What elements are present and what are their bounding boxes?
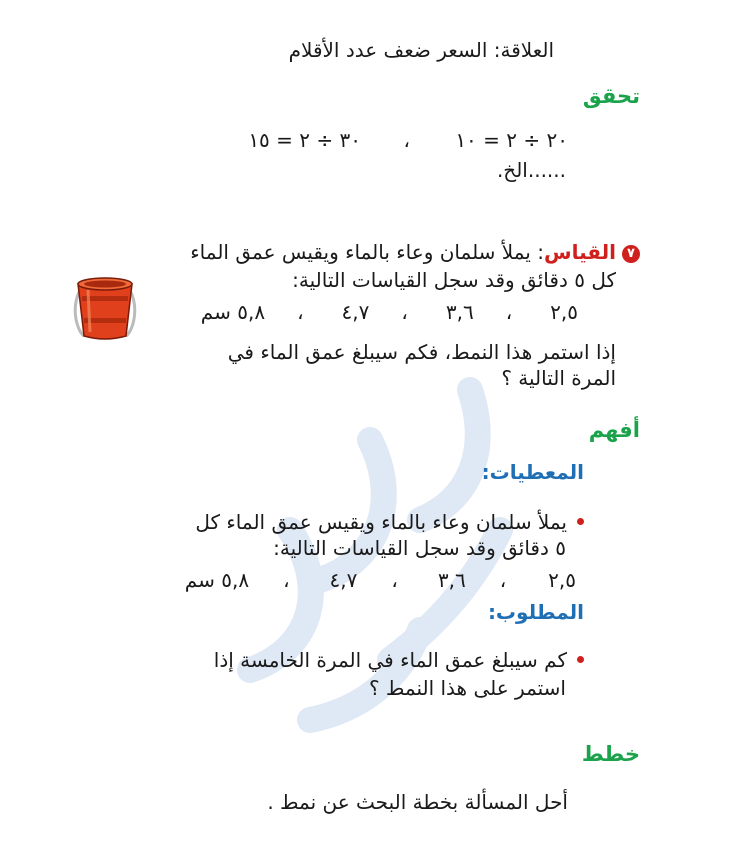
givens-value-2: ٣,٦	[437, 568, 466, 592]
required-line-1	[214, 646, 584, 674]
givens-line-1-text: يملأ سلمان وعاء بالماء ويقيس عمق الماء كل	[195, 510, 567, 534]
givens-value-1: ٢,٥	[548, 568, 576, 592]
problem-comma-2: ،	[401, 300, 408, 324]
problem-value-2: ٣,٦	[445, 300, 474, 324]
required-bullet	[577, 656, 584, 663]
problem-label: القياس	[543, 240, 616, 264]
check-equation-1: ٢٠ ÷ ٢ = ١٠	[455, 128, 568, 152]
problem-line-1	[190, 238, 640, 266]
problem-question-1: إذا استمر هذا النمط، فكم سيبلغ عمق الماء في	[227, 340, 616, 364]
check-separator: ،	[403, 128, 410, 152]
givens-comma-2: ،	[391, 568, 398, 592]
red-bucket-icon	[70, 270, 140, 342]
plan-heading: خطط	[581, 742, 640, 766]
relation-text: العلاقة: السعر ضعف عدد الأقلام	[288, 38, 554, 62]
givens-comma-1: ،	[499, 568, 507, 592]
required-line-2: استمر على هذا النمط ؟	[368, 676, 566, 700]
problem-comma-3: ،	[297, 300, 304, 324]
problem-line-2: كل ٥ دقائق وقد سجل القياسات التالية:	[292, 268, 616, 292]
problem-line-1-text: : يملأ سلمان وعاء بالماء ويقيس عمق الماء	[190, 240, 544, 264]
required-line-1-text: كم سيبلغ عمق الماء في المرة الخامسة إذا	[213, 648, 567, 672]
problem-question-2: المرة التالية ؟	[501, 366, 616, 390]
problem-value-1: ٢,٥	[550, 300, 578, 324]
plan-text: أحل المسألة بخطة البحث عن نمط .	[267, 790, 568, 814]
problem-number-badge: ٧	[622, 245, 640, 263]
givens-value-3: ٤,٧	[329, 568, 358, 592]
givens-values-row	[185, 566, 576, 594]
problem-comma-1: ،	[505, 300, 513, 324]
givens-heading: المعطيات:	[481, 460, 584, 484]
check-etc: ......الخ.	[496, 158, 566, 182]
check-equation-2: ٣٠ ÷ ٢ = ١٥	[248, 128, 361, 152]
givens-line-1	[195, 508, 584, 536]
check-heading: تحقق	[582, 84, 640, 108]
required-heading: المطلوب:	[487, 600, 584, 624]
givens-value-4: ٥,٨ سم	[184, 568, 250, 592]
givens-bullet	[577, 518, 584, 525]
understand-heading: أفهم	[588, 418, 640, 442]
givens-line-2: ٥ دقائق وقد سجل القياسات التالية:	[273, 536, 566, 560]
problem-value-3: ٤,٧	[341, 300, 370, 324]
problem-value-4: ٥,٨ سم	[200, 300, 266, 324]
problem-values-row	[201, 298, 578, 326]
givens-comma-3: ،	[283, 568, 290, 592]
